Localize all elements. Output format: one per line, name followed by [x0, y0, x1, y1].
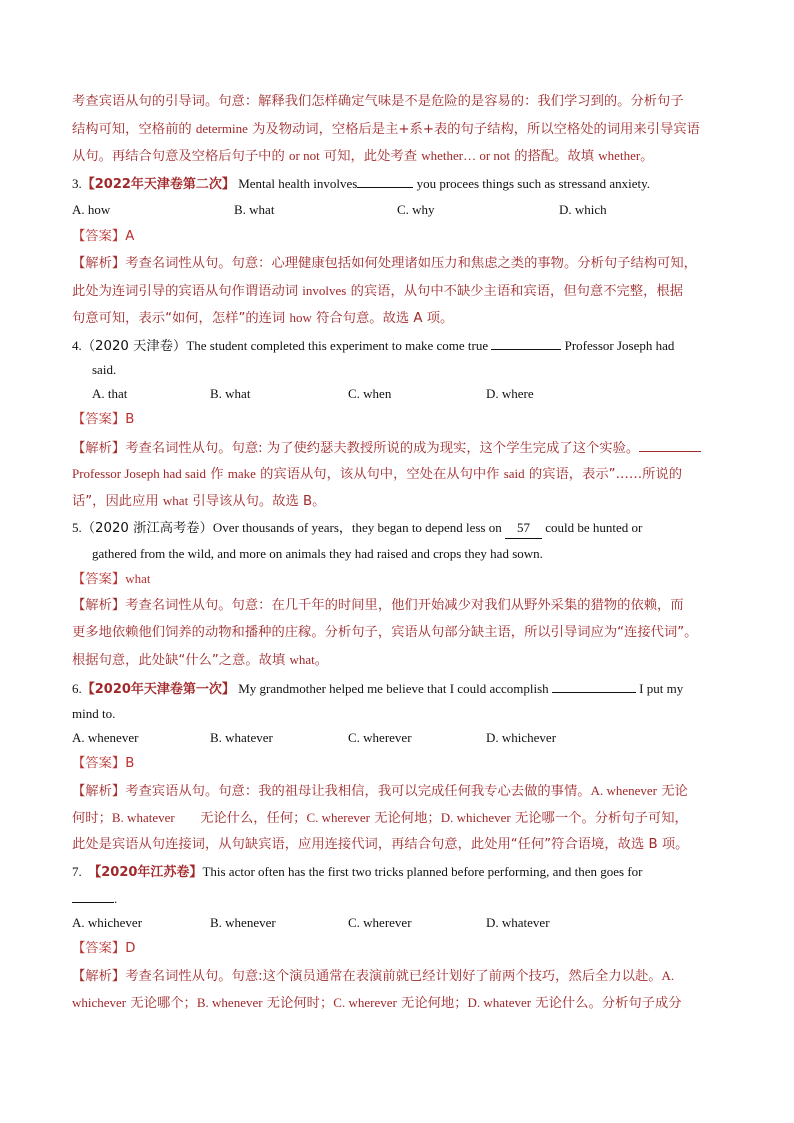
question-3-option-c: C. why [397, 202, 435, 217]
question-5-stem: 5.（2020 浙江高考卷）Over thousands of years，they began to depend less on 57 could be hunted or [72, 518, 642, 539]
question-3-option-a: A. how [72, 202, 111, 217]
question-5-answer: 【答案】what [72, 571, 151, 587]
question-6-source: 【2020年天津卷第一次】 [81, 682, 235, 697]
question-7-source: 【2020年江苏卷】 [88, 865, 203, 880]
question-6-option-b: B. whatever [210, 730, 273, 745]
intro-line-3: 从句。再结合句意及空格后句子中的 or not 可知，此处考查 whether… or not 的搭配。故填 whether。 [72, 148, 654, 164]
question-3-analysis-line-2: 此处为连词引导的宾语从句作谓语动词 involves 的宾语，从句中不缺少主语和宾语，但句意不完整，根据 [72, 283, 683, 299]
question-7-option-a: A. whichever [72, 915, 143, 930]
question-4-source: （2020 天津卷） [81, 339, 187, 354]
question-6-analysis-line-2: 何时；B. whatever 无论什么，任何；C. wherever 无论何地；D. whichever 无论哪一个。分析句子可知， [72, 810, 688, 826]
question-5-analysis-line-2: 更多地依赖他们饲养的动物和播种的庄稼。分析句子，宾语从句部分缺主语，所以引导词应为“连接代词”。 [72, 625, 698, 640]
question-7-option-b: B. whenever [210, 915, 276, 930]
question-4-analysis-line-3: 话”，因此应用 what 引导该从句。故选 B。 [72, 493, 326, 509]
question-7-stem: 7. 【2020年江苏卷】This actor often has the first two tricks planned before performing, and then goes for [72, 864, 643, 880]
intro-line-2: 结构可知，空格前的 determine 为及物动词，空格后是主+系+表的句子结构，所以空格处的词用来引导宾语 [72, 121, 700, 137]
question-4-stem-cont: said. [92, 362, 117, 377]
question-6-blank [552, 678, 636, 693]
question-5-analysis-line-3: 根据句意，此处缺“什么”之意。故填 what。 [72, 652, 329, 668]
intro-line-1: 考查宾语从句的引导词。句意：解释我们怎样确定气味是不是危险的是容易的：我们学习到的。分析句子 [72, 94, 684, 109]
question-5-source: （2020 浙江高考卷） [81, 521, 213, 536]
question-5-blank: 57 [505, 518, 542, 539]
question-6-analysis-line-3: 此处是宾语从句连接词，从句缺宾语，应用连接代词，再结合句意，此处用“任何”符合语境，故选 B 项。 [72, 837, 689, 852]
question-7-option-c: C. wherever [348, 915, 412, 930]
question-4-option-d: D. where [486, 386, 534, 401]
question-7-answer: 【答案】D [72, 941, 136, 956]
question-4-blank [491, 335, 561, 350]
question-4-option-b: B. what [210, 386, 251, 401]
question-7-stem-cont: . [72, 888, 117, 909]
question-4-stem: 4.（2020 天津卷）The student completed this experiment to make come true Professor Joseph had [72, 335, 674, 357]
question-6-analysis-line-1: 【解析】考查宾语从句。句意：我的祖母让我相信，我可以完成任何我专心去做的事情。A. whenever 无论 [72, 783, 688, 799]
question-7-blank [72, 888, 114, 903]
question-3-stem: 3.【2022年天津卷第二次】 Mental health involves you procees things such as stressand anxiety. [72, 173, 650, 195]
question-3-option-b: B. what [234, 202, 275, 217]
question-3-option-d: D. which [559, 202, 607, 217]
question-7-option-d: D. whatever [486, 915, 550, 930]
question-5-stem-cont: gathered from the wild, and more on animals they had raised and crops they had sown. [92, 546, 543, 561]
question-3-analysis-line-1: 【解析】考查名词性从句。句意：心理健康包括如何处理诸如压力和焦虑之类的事物。分析句子结构可知， [72, 256, 697, 271]
question-4-answer: 【答案】B [72, 412, 135, 427]
question-3-source: 【2022年天津卷第二次】 [81, 177, 235, 192]
question-3-blank [357, 173, 413, 188]
question-3-analysis-line-3: 句意可知，表示“如何，怎样”的连词 how 符合句意。故选 A 项。 [72, 310, 454, 326]
question-4-option-a: A. that [92, 386, 128, 401]
question-6-stem: 6.【2020年天津卷第一次】 My grandmother helped me believe that I could accomplish I put my [72, 678, 683, 700]
question-7-analysis-line-2: whichever 无论哪个；B. whenever 无论何时；C. wherever 无论何地；D. whatever 无论什么。分析句子成分 [72, 995, 682, 1011]
question-6-option-d: D. whichever [486, 730, 557, 745]
question-7-analysis-line-1: 【解析】考查名词性从句。句意:这个演员通常在表演前就已经计划好了前两个技巧，然后全力以赴。A. [72, 968, 675, 984]
question-4-analysis-line-1: 【解析】考查名词性从句。句意: 为了使约瑟夫教授所说的成为现实，这个学生完成了这个实验。 [72, 437, 701, 459]
question-3-answer: 【答案】A [72, 229, 135, 244]
question-5-analysis-line-1: 【解析】考查名词性从句。句意：在几千年的时间里，他们开始减少对我们从野外采集的猎物的依赖，而 [72, 598, 684, 613]
question-6-stem-cont: mind to. [72, 706, 116, 721]
question-4-analysis-line-2: Professor Joseph had said 作 make 的宾语从句，该从句中，空处在从句中作 said 的宾语，表示”……所说的 [72, 466, 683, 482]
question-6-option-c: C. wherever [348, 730, 412, 745]
question-6-answer: 【答案】B [72, 756, 135, 771]
question-6-option-a: A. whenever [72, 730, 139, 745]
question-4-option-c: C. when [348, 386, 392, 401]
